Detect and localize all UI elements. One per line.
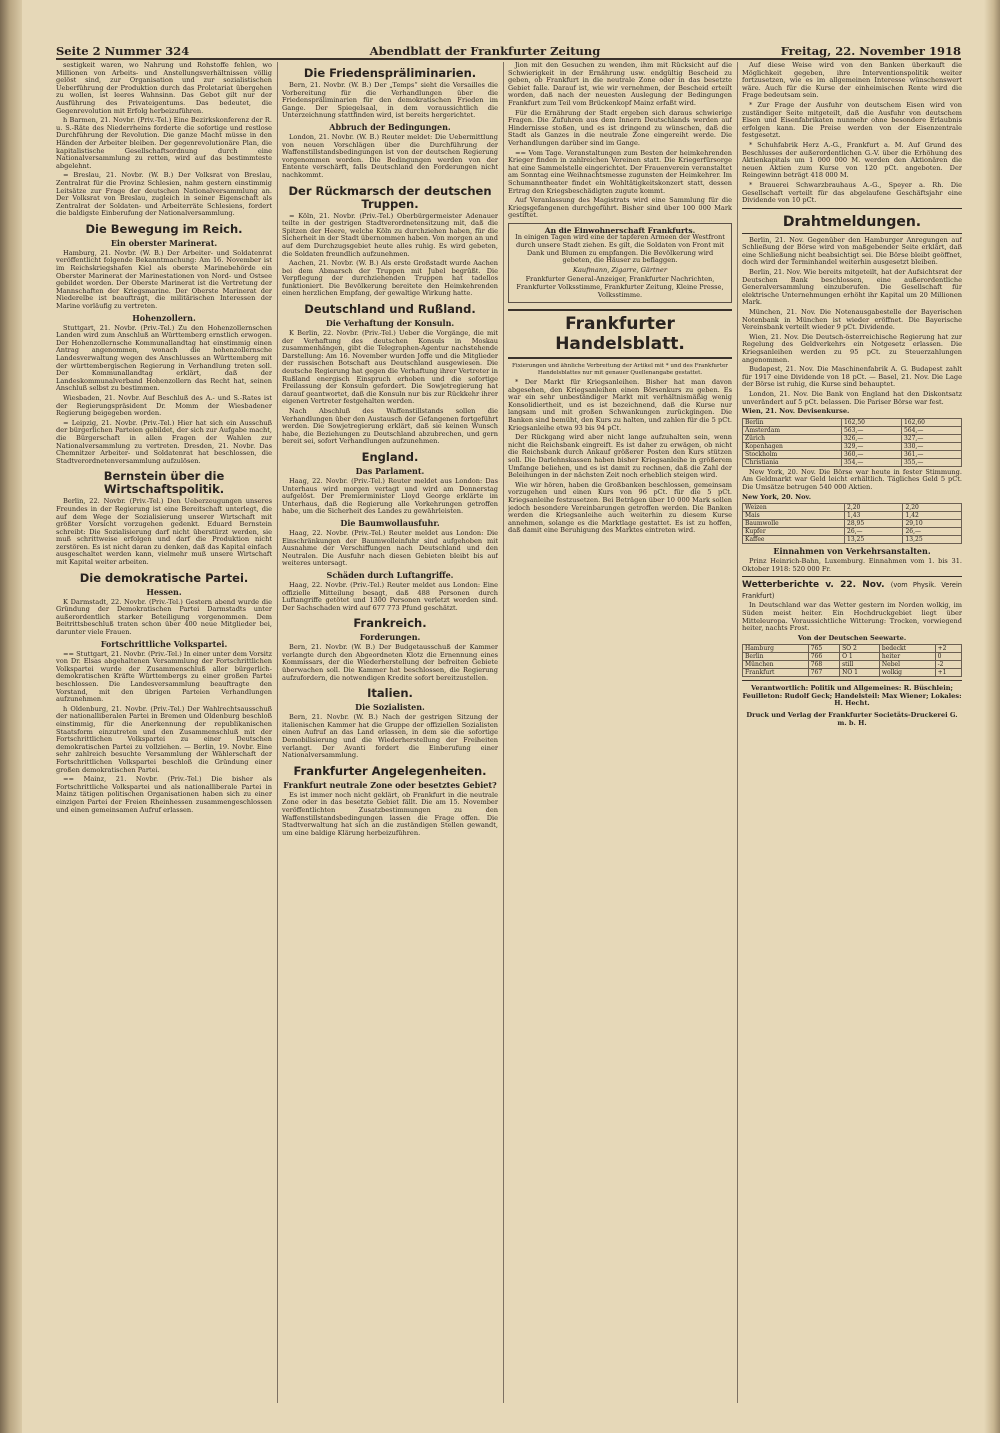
table-cell: bedeckt bbox=[879, 645, 935, 653]
article-paragraph: Hamburg, 21. Novbr. (W. B.) Der Arbeiter- und Soldatenrat veröffentlicht folgende Bekanntmachung: Am 16. November ist im Reichskriegshafen Kiel als oberste Marinebehörde ein Oberster Marinerat der Marinestationen von Nord- und Ostsee gebildet worden. Der Oberste Marinerat ist die Vertretung der Mannschaften der Kriegsmarine. Der Oberste Marinerat der Niederelbe ist beauftragt, die militärischen Interessen der Marine vorläufig zu vertreten. bbox=[56, 248, 272, 311]
divider bbox=[742, 233, 962, 234]
commodity-table bbox=[742, 503, 962, 544]
article-paragraph: Prinz Heinrich-Bahn, Luxemburg. Einnahmen vom 1. bis 31. Oktober 1918: 520 000 Fr. bbox=[742, 557, 962, 573]
article-paragraph: Auf Veranlassung des Magistrats wird eine Sammlung für die Kriegsgefangenen durchgeführt. Bisher sind über 100 000 Mark gestiftet. bbox=[508, 196, 732, 220]
table-cell: NO 1 bbox=[840, 669, 880, 677]
table-cell: Christiania bbox=[743, 458, 842, 466]
article-paragraph: * Der Markt für Kriegsanleihen. Bisher hat man davon abgesehen, den Kriegsanleihen einen Börsenkurs zu geben. Es war ein sehr unbeständiger Markt mit verhältnismäßig wenig Konsolidiertheit, und es ist bezeichnend, daß die Kurse nur langsam und mit großen Schwankungen zurückgingen. Die Banken sind bemüht, den Kurs zu halten, und zahlen für die 5 pCt. Kriegsanleihe etwa 93 bis 94 pCt. bbox=[508, 378, 732, 432]
headline-bernstein: Bernstein über die Wirtschaftspolitik. bbox=[103, 469, 225, 497]
announcement-box bbox=[508, 223, 732, 303]
table-row bbox=[743, 458, 962, 466]
subheading-marinerat: Ein oberster Marinerat. bbox=[110, 237, 218, 248]
table-cell: Berlin bbox=[743, 418, 842, 426]
footer-publisher: Druck und Verlag der Frankfurter Societäts-Druckerei G. m. b. H. bbox=[746, 711, 958, 727]
footer-responsible: Verantwortlich: Politik und Allgemeines: R. Büschlein; Feuilleton: Rudolf Geck; Handelsteil: Max Wiener; Lokales: H. Hecht. bbox=[742, 684, 962, 708]
page-binding bbox=[0, 0, 22, 1433]
table-cell: Kupfer bbox=[743, 528, 845, 536]
table-cell: 2,20 bbox=[845, 504, 903, 512]
weather-title: Wetterberichte v. 22. Nov. bbox=[742, 580, 885, 591]
table-cell: Amsterdam bbox=[743, 426, 842, 434]
subheading-abbruch: Abbruch der Bedingungen. bbox=[329, 121, 451, 132]
article-paragraph: Haag, 22. Novbr. (Priv.-Tel.) Reuter meldet aus London: Das Unterhaus wird morgen vertagt und wird am Donnerstag aufgelöst. Der Premierminister Lloyd George erklärte im Unterhaus, daß die Regierung alle Vorkehrungen getroffen habe, um die Sicherheit des Landes zu gewährleisten. bbox=[282, 476, 498, 516]
article-paragraph: Jion mit den Gesuchen zu wenden, ihm mit Rücksicht auf die Schwierigkeit in der Ernährung usw. endgültig Bescheid zu geben, ob Frankfurt in die neutrale Zone oder in das besetzte Gebiet falle. Darauf ist, wie wir vernehmen, der Bescheid erteilt worden, daß nach der neuesten Auslegung der Bedingungen Frankfurt zum Teil vom Brückenkopf Mainz erfaßt wird. bbox=[508, 62, 732, 107]
article-paragraph: K Berlin, 22. Novbr. (Priv.-Tel.) Ueber die Vorgänge, die mit der Verhaftung des deutschen Konsuls in Moskau zusammenhängen, gibt die Telegraphen-Agentur nachstehende Darstellung: Am 16. November wurden Joffe und die Mitglieder der russischen Botschaft aus Deutschland ausgewiesen. Die deutsche Regierung hat gegen die Verhaftung ihrer Vertreter in Rußland energisch Einspruch erhoben und die sofortige Freilassung der Konsuln gefordert. Die Sowjetregierung hat darauf geantwortet, daß die Konsuln nur bis zur Rückkehr ihrer eigenen Vertreter festgehalten werden. bbox=[282, 329, 498, 406]
table-cell: Kopenhagen bbox=[743, 442, 842, 450]
table-cell: 326,— bbox=[841, 434, 901, 442]
subheading-baumwolle: Die Baumwollausfuhr. bbox=[340, 517, 440, 528]
article-paragraph: Berlin, 22. Novbr. (Priv.-Tel.) Den Ueberzeugungen unseres Freundes in der Regierung ist eine Bereitschaft unterlegt, die auf dem Wege der Sozialisierung unserer Wirtschaft mit größter Vorsicht vorzugehen gedenkt. Eduard Bernstein schreibt: Die Sozialisierung darf nicht überstürzt werden, sie muß schrittweise erfolgen und darf die Produktion nicht zerstören. Es ist nicht daran zu denken, daß das Kapital einfach ausgeschaltet werden kann, vielmehr muß unsere Wirtschaft mit Kapital weiter arbeiten. bbox=[56, 497, 272, 567]
table-cell: still bbox=[840, 661, 880, 669]
announcement-signatories-label: Kaufmann, Zigarre, Gärtner bbox=[573, 265, 667, 274]
column-divider bbox=[737, 62, 738, 1403]
subheading-parlament: Das Parlament. bbox=[355, 465, 425, 476]
article-paragraph: München, 21. Nov. Die Notenausgabestelle der Bayerischen Notenbank in München ist wieder eröffnet. Die Bayerische Vereinsbank verteilt wieder 9 pCt. Dividende. bbox=[742, 308, 962, 332]
article-paragraph: Der Rückgang wird aber nicht lange aufzuhalten sein, wenn nicht die Reichsbank eingreift. Es ist daher zu erwägen, ob nicht die Reichsbank durch Ankauf größerer Posten den Kurs stützen soll. Die Darlehnskassen haben bisher Kriegsanleihe in größerem Umfange beliehen, und es ist damit zu rechnen, daß die Zahl der Beleihungen in der nächsten Zeit noch erheblich steigen wird. bbox=[508, 433, 732, 480]
article-paragraph: Es ist immer noch nicht geklärt, ob Frankfurt in die neutrale Zone oder in das besetzte Gebiet fällt. Die am 15. November veröffentlichten Zusatzbestimmungen zu den Waffenstillstandsbedingungen lassen die Frage offen. Die Stadtverwaltung hat sich an die zuständigen Stellen gewandt, um eine baldige Klärung herbeizuführen. bbox=[282, 790, 498, 837]
table-cell: Kaffee bbox=[743, 536, 845, 544]
article-paragraph: Budapest, 21. Nov. Die Maschinenfabrik A. G. Budapest zahlt für 1917 eine Dividende von 18 pCt. — Basel, 21. Nov. Die Lage der Börse ist ruhig, die Kurse sind behauptet. bbox=[742, 365, 962, 389]
headline-frankreich: Frankreich. bbox=[353, 616, 427, 631]
table-cell: +2 bbox=[935, 645, 961, 653]
table-cell: SO 2 bbox=[840, 645, 880, 653]
headline-england: England. bbox=[361, 449, 419, 464]
table-cell: +1 bbox=[935, 669, 961, 677]
article-paragraph: = Köln, 21. Novbr. (Priv.-Tel.) Oberbürgermeister Adenauer teilte in der gestrigen Stadtverordnetensitzung mit, daß die Spitzen der Heere, welche Köln zu durchziehen haben, für die Sicherheit in der Stadt übernommen haben. Von morgen an und auf dem Durchzugsgebiet heute alles ruhig. Es wird gebeten, die Soldaten freundlich aufzunehmen. bbox=[282, 211, 498, 258]
headline-italien: Italien. bbox=[367, 686, 413, 701]
column-divider bbox=[277, 62, 278, 1403]
header-newspaper-title: Abendblatt der Frankfurter Zeitung bbox=[369, 44, 601, 58]
table-row bbox=[743, 661, 962, 669]
article-paragraph: = Breslau, 21. Novbr. (W. B.) Der Volksrat von Breslau, Zentralrat für die Provinz Schlesien, nahm gestern einstimmig Leitsätze zur Frage der deutschen Nationalversammlung an. Der Volksrat von Breslau, zugleich in seiner Eigenschaft als Zentralrat der Soldaten- und Arbeiterräte Schlesiens, fordert die baldigste Einberufung der Nationalversammlung. bbox=[56, 171, 272, 218]
article-paragraph: Bern, 21. Novbr. (W. B.) Der Budgetausschuß der Kammer verlangte durch den Abgeordneten Klotz die Ernennung eines Kommissars, der die Wiederherstellung der befreiten Gebiete überwachen soll. Die Kammer hat beschlossen, die Regierung aufzufordern, die notwendigen Kredite sofort bereitzustellen. bbox=[282, 643, 498, 682]
table-cell: 564,— bbox=[901, 426, 961, 434]
table-cell: 563,— bbox=[841, 426, 901, 434]
table-title: New York, 20. Nov. bbox=[742, 492, 812, 501]
table-cell: 329,— bbox=[841, 442, 901, 450]
masthead-subtitle: Fixierungen und ähnliche Verbreitung der Artikel mit * und des Frankfurter Handelsblattes nur mit genauer Quellenangabe gestattet. bbox=[512, 363, 728, 376]
table-cell: -2 bbox=[935, 661, 961, 669]
table-title: Von der Deutschen Seewarte. bbox=[797, 633, 907, 642]
table-cell: 767 bbox=[808, 669, 839, 677]
table-cell: 13,25 bbox=[903, 536, 962, 544]
weather-table bbox=[742, 644, 962, 677]
page-header bbox=[56, 40, 961, 60]
table-cell: 360,— bbox=[841, 450, 901, 458]
article-paragraph: = Leipzig, 21. Novbr. (Priv.-Tel.) Hier hat sich ein Ausschuß der bürgerlichen Parteien gebildet, der sich zur Aufgabe macht, die Bürgerschaft in allen Fragen der Wahlen zur Nationalversammlung zu vertreten. Dresden, 21. Novbr. Das Chemnitzer Arbeiter- und Soldatenrat hat beschlossen, die Stadtverordnetenversammlung aufzulösen. bbox=[56, 418, 272, 465]
table-cell: 354,— bbox=[841, 458, 901, 466]
article-paragraph: h Barmen, 21. Novbr. (Priv.-Tel.) Eine Bezirkskonferenz der R. u. S.-Räte des Niederrheins forderte die sofortige und restlose Durchführung der Revolution. Die ganze Macht müsse in den Händen der Arbeiter bleiben. Der gegenrevolutionäre Plan, die kapitalistische Gesellschaftsordnung durch eine Nationalversammlung zu retten, wird auf das bestimmteste abgelehnt. bbox=[56, 116, 272, 170]
divider bbox=[742, 680, 962, 681]
column-1 bbox=[56, 62, 272, 1403]
headline-rueckmarsch: Der Rückmarsch der deutschen Truppen. bbox=[288, 183, 492, 211]
weather-subtitle: (vom Physik. Verein Frankfurt) bbox=[742, 581, 962, 601]
divider bbox=[742, 208, 962, 209]
article-paragraph: Auf diese Weise wird von den Banken überkauft die Möglichkeit gegeben, ihre Interventionspolitik weiter fortzusetzen, wie es im allgemeinen Interesse wünschenswert wäre. Auch für die Kurse der einheimischen Rente wird die Frage bedeutsam sein. bbox=[742, 62, 962, 100]
subheading-hohenzollern: Hohenzollern. bbox=[132, 312, 196, 323]
table-cell: heiter bbox=[879, 653, 935, 661]
table-cell: 768 bbox=[808, 661, 839, 669]
article-paragraph: Haag, 22. Novbr. (Priv.-Tel.) Reuter meldet aus London: Die Einschränkungen der Baumwolleinfuhr sind aufgehoben mit Ausnahme der Verschiffungen nach Deutschland und den Neutralen. Die Ausfuhr nach diesen Gebieten bleibt bis auf weiteres untersagt. bbox=[282, 528, 498, 568]
table-cell: Frankfurt bbox=[743, 669, 809, 677]
article-paragraph: Berlin, 21. Nov. Gegenüber den Hamburger Anregungen auf Schließung der Börse wird von maßgebender Seite erklärt, daß eine Schließung nicht beabsichtigt sei. Die Börse bleibt geöffnet, doch wird der Terminhandel weiterhin ausgesetzt bleiben. bbox=[742, 235, 962, 267]
subheading-schaeden: Schäden durch Luftangriffe. bbox=[326, 569, 454, 580]
table-cell: Zürich bbox=[743, 434, 842, 442]
table-cell: Weizen bbox=[743, 504, 845, 512]
table-row bbox=[743, 418, 962, 426]
header-date: Freitag, 22. November 1918 bbox=[780, 44, 961, 58]
subheading-hessen: Hessen. bbox=[146, 586, 182, 597]
table-title: Wien, 21. Nov. Devisenkurse. bbox=[742, 407, 850, 416]
divider bbox=[742, 576, 962, 577]
table-cell: Baumwolle bbox=[743, 520, 845, 528]
table-row bbox=[743, 669, 962, 677]
table-cell: 327,— bbox=[901, 434, 961, 442]
table-cell: 765 bbox=[808, 645, 839, 653]
table-cell: 0 bbox=[935, 653, 961, 661]
article-paragraph: New York, 20. Nov. Die Börse war heute in fester Stimmung. Am Geldmarkt war Geld leicht erhältlich. Tägliches Geld 5 pCt. Die Umsätze betrugen 540 000 Aktien. bbox=[742, 467, 962, 491]
article-paragraph: Haag, 22. Novbr. (Priv.-Tel.) Reuter meldet aus London: Eine offizielle Mitteilung besagt, daß 488 Personen durch Luftangriffe getötet und 1300 Personen verletzt worden sind. Der Sachschaden wird auf 677 773 Pfund geschätzt. bbox=[282, 580, 498, 612]
header-page-number: Seite 2 Nummer 324 bbox=[56, 44, 190, 58]
article-paragraph: London, 21. Nov. Die Bank von England hat den Diskontsatz unverändert auf 5 pCt. belassen. Die Pariser Börse war fest. bbox=[742, 389, 962, 406]
table-cell: Berlin bbox=[743, 653, 809, 661]
table-cell: 162,50 bbox=[841, 418, 901, 426]
article-paragraph: Wiesbaden, 21. Novbr. Auf Beschluß des A.- und S.-Rates ist der Regierungspräsident Dr. Momm der Wiesbadener Regierung beigegeben worden. bbox=[56, 393, 272, 418]
table-cell: O 1 bbox=[840, 653, 880, 661]
table-row bbox=[743, 645, 962, 653]
table-cell: 766 bbox=[808, 653, 839, 661]
table-row bbox=[743, 653, 962, 661]
article-paragraph: In Deutschland war das Wetter gestern im Norden wolkig, im Süden meist heiter. Ein Hochdruckgebiet liegt über Mitteleuropa. Voraussichtliche Witterung: Trocken, vorwiegend heiter, nachts Frost. bbox=[742, 601, 962, 633]
article-paragraph: K Darmstadt, 22. Novbr. (Priv.-Tel.) Gestern abend wurde die Gründung der Demokratischen Partei Darmstadts unter außerordentlich starker Beteiligung vorgenommen. Dem Beitrittsbeschluß traten schon über 400 neue Mitglieder bei, darunter viele Frauen. bbox=[56, 597, 272, 637]
table-cell: 162,60 bbox=[901, 418, 961, 426]
article-paragraph: Nach Abschluß des Waffenstillstands sollen die Verhandlungen über den Austausch der Gefangenen fortgeführt werden. Die Sowjetregierung erklärt, daß sie keinen Wunsch habe, die Beziehungen zu Deutschland abzubrechen, und gern bereit sei, sofort Verhandlungen aufzunehmen. bbox=[282, 407, 498, 446]
article-paragraph: Wien, 21. Nov. Die Deutsch-österreichische Regierung hat zur Regelung des Geldverkehrs ein Notgesetz erlassen. Die Kriegsanleihen werden zu 95 pCt. zu Steuerzahlungen angenommen. bbox=[742, 332, 962, 364]
table-row bbox=[743, 442, 962, 450]
column-3 bbox=[508, 62, 732, 1403]
article-paragraph: Stuttgart, 21. Novbr. (Priv.-Tel.) Zu den Hohenzollernschen Landen wird zum Anschluß an Württemberg ernstlich erwogen. Der Hohenzollernsche Kommunallandtag hat einstimmig einen Antrag angenommen, wonach die hohenzollernsche Landesverwaltung wegen des Anschlusses an Württemberg mit der württembergischen Regierung in Verhandlung treten soll. Der Kommunallandtag erklärt, daß der Landeskommunalverband Hohenzollern das Recht hat, seinen Anschluß selbst zu bestimmen. bbox=[56, 323, 272, 393]
table-cell: 2,20 bbox=[903, 504, 962, 512]
article-paragraph: sestigkeit waren, wo Nahrung und Rohstoffe fehlen, wo Millionen von Arbeits- und Anstellungsverhältnissen völlig gelöst sind, zur Organisation und zur sozialistischen Ueberführung der Produktion durch das Proletariat übergehen zu wollen, ist leeres Wahnsinn. Das Gebot gilt nur der Ausführung des Privateigentums. Das bedeutet, die Gegenrevolution mit Erfolg herbeizuführen. bbox=[56, 62, 272, 115]
table-cell: 13,25 bbox=[845, 536, 903, 544]
table-row bbox=[743, 426, 962, 434]
devisen-table bbox=[742, 418, 962, 467]
column-4 bbox=[742, 62, 962, 1403]
headline-drahtmeldungen: Drahtmeldungen. bbox=[782, 213, 922, 230]
headline-friedenspraeliminarien: Die Friedenspräliminarien. bbox=[303, 66, 477, 80]
table-row bbox=[743, 512, 962, 520]
article-paragraph: * Brauerei Schwarzbrauhaus A.-G., Speyer a. Rh. Die Gesellschaft verteilt für das abgelaufene Geschäftsjahr eine Dividende von 10 pCt. bbox=[742, 180, 962, 205]
headline-demokratische-partei: Die demokratische Partei. bbox=[79, 570, 249, 585]
column-divider bbox=[503, 62, 504, 1403]
article-paragraph: == Vom Tage. Veranstaltungen zum Besten der heimkehrenden Krieger finden in zahlreichen Vereinen statt. Die Kriegerfürsorge hat eine Sammelstelle eingerichtet. Der Frauenverein veranstaltet am Sonntag eine Weihnachtsmesse zugunsten der Heimkehrer. Im Schumanntheater findet ein Wohltätigkeitskonzert statt, dessen Ertrag den Kriegsbeschädigten zugute kommt. bbox=[508, 148, 732, 195]
headline-frankfurter-angelegenheiten: Frankfurter Angelegenheiten. bbox=[293, 763, 487, 778]
article-paragraph: * Zur Frage der Ausfuhr von deutschem Eisen wird von zuständiger Seite mitgeteilt, daß die Ausfuhr von deutschem Eisen und Eisenfabrikaten nunmehr ohne besondere Erlaubnis erfolgen kann. Die Preise werden von der Eisenzentrale festgesetzt. bbox=[742, 100, 962, 140]
table-row bbox=[743, 520, 962, 528]
subheading-neutrale-zone: Frankfurt neutrale Zone oder besetztes Gebiet? bbox=[283, 779, 497, 790]
announcement-signatories: Frankfurter General-Anzeiger, Frankfurter Nachrichten, Frankfurter Volksstimme, Frankfurter Zeitung, Kleine Presse, Volksstimme. bbox=[516, 275, 724, 299]
table-cell: Stockholm bbox=[743, 450, 842, 458]
article-paragraph: London, 21. Novbr. (W. B.) Reuter meldet: Die Uebermittlung von neuen Vorschlägen über die Durchführung der Waffenstillstandsbedingungen ist von der deutschen Regierung vorgenommen worden. Die Bedingungen werden von der Entente verschärft, falls Deutschland den Forderungen nicht nachkommt. bbox=[282, 132, 498, 179]
subheading-konsuln: Die Verhaftung der Konsuln. bbox=[325, 318, 455, 329]
table-cell: Hamburg bbox=[743, 645, 809, 653]
article-paragraph: Bern, 21. Novbr. (W. B.) Der „Temps“ sieht die Versailles die Vorbereitung für die Verhandlungen über die Friedenspräliminarien für den demokratischen Frieden im Gange. Der Spiegelsaal, in dem voraussichtlich die Unterzeichnung stattfinden wird, ist bereits hergerichtet. bbox=[282, 81, 498, 120]
table-cell: Mais bbox=[743, 512, 845, 520]
table-cell: 361,— bbox=[901, 450, 961, 458]
subheading-sozialisten: Die Sozialisten. bbox=[355, 702, 425, 713]
table-row bbox=[743, 504, 962, 512]
article-paragraph: Bern, 21. Novbr. (W. B.) Nach der gestrigen Sitzung der italienischen Kammer hat die Gruppe der offiziellen Sozialisten einen Aufruf an das Land erlassen, in dem sie die sofortige Demobilisierung und die Wiederherstellung der Freiheiten verlangt. Der Avanti fordert die Einberufung einer Nationalversammlung. bbox=[282, 713, 498, 760]
section-masthead-handelsblatt: Frankfurter Handelsblatt. bbox=[508, 309, 732, 359]
table-cell: wolkig bbox=[879, 669, 935, 677]
article-paragraph: == Stuttgart, 21. Novbr. (Priv.-Tel.) In einer unter dem Vorsitz von Dr. Elsas abgehaltenen Versammlung der Fortschrittlichen Volkspartei wurde der Zusammenschluß aller bürgerlich-demokratischen Kräfte Württembergs zu einer großen Partei beschlossen. Die Landesversammlung beauftragte den Vorstand, mit den übrigen Parteien Verhandlungen aufzunehmen. bbox=[56, 649, 272, 704]
table-cell: 26,— bbox=[903, 528, 962, 536]
article-paragraph: Wie wir hören, haben die Großbanken beschlossen, gemeinsam vorzugehen und einen Kurs von 96 pCt. für die 5 pCt. Kriegsanleihe festzusetzen. Bei Beträgen über 10 000 Mark sollen jedoch besondere Vereinbarungen getroffen werden. Die Banken werden die Kriegsanleihe auch weiterhin zu diesem Kurse annehmen, solange es die Marktlage gestattet. Es ist zu hoffen, daß damit eine Beruhigung des Marktes eintreten wird. bbox=[508, 480, 732, 535]
table-cell: 1,43 bbox=[845, 512, 903, 520]
article-paragraph: == Mainz, 21. Novbr. (Priv.-Tel.) Die bisher als Fortschrittliche Volkspartei und als nationalliberale Partei in Mainz tätigen politischen Organisationen haben sich zu einer einzigen Partei der Freien Rheinhessen zusammengeschlossen und einen gemeinsamen Aufruf erlassen. bbox=[56, 775, 272, 814]
article-paragraph: * Schuhfabrik Herz A.-G., Frankfurt a. M. Auf Grund des Beschlusses der außerordentlichen G.-V. über die Erhöhung des Aktienkapitals um 1 000 000 M. werden den Aktionären die neuen Aktien zum Kurse von 120 pCt. angeboten. Der Reingewinn beträgt 418 000 M. bbox=[742, 140, 962, 180]
article-paragraph: h Oldenburg, 21. Novbr. (Priv.-Tel.) Der Wahlrechtsausschuß der nationalliberalen Partei in Bremen und Oldenburg beschloß einstimmig, für die Anerkennung der republikanischen Staatsform einzutreten und den Zusammenschluß mit der Fortschrittlichen Volkspartei zu einer Deutschen demokratischen Partei zu vollziehen. — Berlin, 19. Novbr. Eine sehr zahlreich besuchte Versammlung der Wählerschaft der Fortschrittlichen Volkspartei beschloß die Gründung einer großen demokratischen Partei. bbox=[56, 704, 272, 774]
table-row bbox=[743, 536, 962, 544]
headline-bewegung: Die Bewegung im Reich. bbox=[85, 221, 243, 236]
table-cell: 1,42 bbox=[903, 512, 962, 520]
subheading-fortschritt: Fortschrittliche Volkspartei. bbox=[100, 638, 228, 649]
page-edge bbox=[984, 0, 1000, 1433]
table-cell: 26,— bbox=[845, 528, 903, 536]
table-row bbox=[743, 528, 962, 536]
article-paragraph: Für die Ernährung der Stadt ergeben sich daraus schwierige Fragen. Die Zufuhren aus dem Innern Deutschlands werden auf Hindernisse stoßen, und es ist dringend zu wünschen, daß die Stadt als Ganzes in die neutrale Zone eingereiht werde. Die Verhandlungen darüber sind im Gange. bbox=[508, 108, 732, 147]
headline-russland: Deutschland und Rußland. bbox=[304, 302, 476, 317]
subheading-einnahmen: Einnahmen von Verkehrsanstalten. bbox=[773, 546, 931, 557]
subheading-forderungen: Forderungen. bbox=[359, 632, 421, 643]
table-cell: 330,— bbox=[901, 442, 961, 450]
table-cell: München bbox=[743, 661, 809, 669]
article-paragraph: Aachen, 21. Novbr. (W. B.) Als erste Großstadt wurde Aachen bei dem Abmarsch der Truppen mit Jubel begrüßt. Die Verpflegung der durchziehenden Truppen hat tadellos funktioniert. Die Bevölkerung bereitete den Heimkehrenden einen herzlichen Empfang, der gewaltige Wirkung hatte. bbox=[282, 259, 498, 298]
announcement-text: In einigen Tagen wird eine der tapferen Armeen der Westfront durch unsere Stadt ziehen. Es gilt, die Soldaten von Front mit Dank und Blumen zu empfangen. Die Bevölkerung wird gebeten, die Häuser zu beflaggen. bbox=[515, 233, 725, 265]
column-2 bbox=[282, 62, 498, 1403]
table-cell: Nebel bbox=[879, 661, 935, 669]
table-cell: 29,10 bbox=[903, 520, 962, 528]
table-row bbox=[743, 450, 962, 458]
table-cell: 355,— bbox=[901, 458, 961, 466]
headline-wetterberichte bbox=[742, 580, 962, 602]
article-paragraph: Berlin, 21. Nov. Wie bereits mitgeteilt, hat der Aufsichtsrat der Deutschen Bank beschlossen, eine außerordentliche Generalversammlung einzuberufen. Die Gesellschaft für elektrische Unternehmungen erhöht ihr Kapital um 20 Millionen Mark. bbox=[742, 268, 962, 307]
table-row bbox=[743, 434, 962, 442]
announcement-title: An die Einwohnerschaft Frankfurts. bbox=[544, 225, 696, 235]
table-cell: 28,95 bbox=[845, 520, 903, 528]
